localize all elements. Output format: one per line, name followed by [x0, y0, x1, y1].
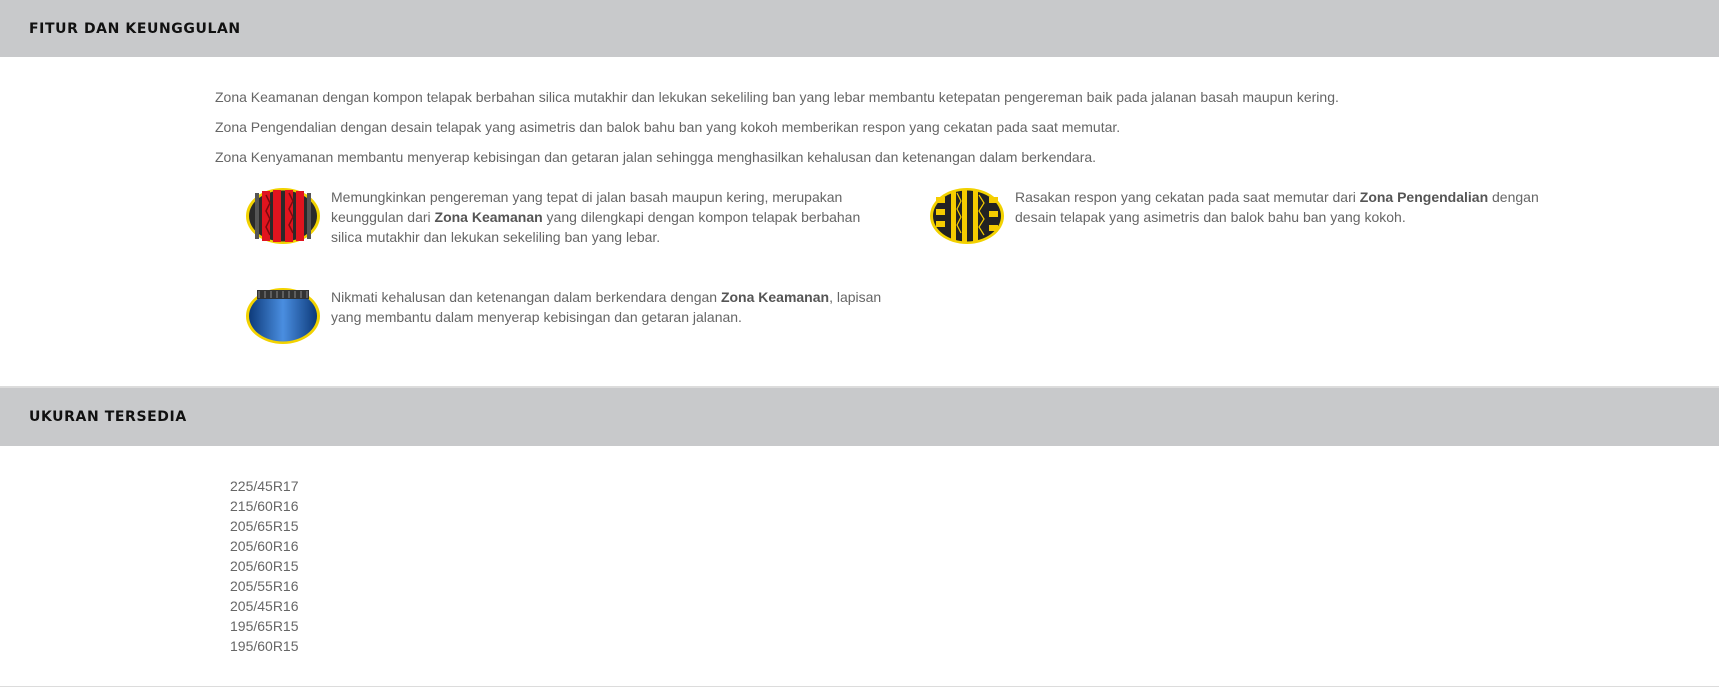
tire-size-item: 205/45R16 — [230, 598, 299, 614]
features-section-header — [0, 0, 1719, 57]
feature-handling-zone-name: Zona Pengendalian — [1359, 189, 1489, 205]
tire-size-item: 195/65R15 — [230, 618, 299, 634]
intro-handling-zone: Zona Pengendalian dengan desain telapak yang asimetris dan balok bahu ban yang kokoh memberikan respon yang cekatan pada saat memutar. — [215, 119, 1121, 135]
feature-comfort-text — [331, 287, 885, 327]
red-tire-tread-icon — [245, 187, 321, 245]
tire-size-item: 195/60R15 — [230, 638, 299, 654]
tire-size-item: 205/65R15 — [230, 518, 299, 534]
feature-safety-text-start: Memungkinkan pengereman yang tepat di jalan basah maupun kering, merupakan keunggulan dari — [331, 189, 843, 225]
tire-size-item: 215/60R16 — [230, 498, 299, 514]
features-section-title: FITUR DAN KEUNGGULAN — [29, 20, 241, 37]
feature-safety-text — [331, 187, 885, 247]
feature-comfort-text-start: Nikmati kehalusan dan ketenangan dalam berkendara dengan — [331, 289, 721, 305]
intro-comfort-zone: Zona Kenyamanan membantu menyerap kebisingan dan getaran jalan sehingga menghasilkan kehalusan dan ketenangan dalam berkendara. — [215, 149, 1097, 165]
yellow-tire-tread-icon — [929, 187, 1005, 245]
sizes-body — [0, 446, 1719, 687]
tire-size-item: 205/55R16 — [230, 578, 299, 594]
feature-handling-text-end: dengan desain telapak yang asimetris dan balok bahu ban yang kokoh. — [1015, 189, 1539, 225]
tire-size-item: 205/60R16 — [230, 538, 299, 554]
tire-size-item: 205/60R15 — [230, 558, 299, 574]
feature-safety — [245, 187, 885, 247]
intro-safety-zone: Zona Keamanan dengan kompon telapak berbahan silica mutakhir dan lekukan sekeliling ban yang lebar membantu ketepatan pengereman baik pada jalanan basah maupun kering. — [215, 89, 1339, 105]
feature-handling-text-start: Rasakan respon yang cekatan pada saat memutar dari — [1015, 189, 1360, 205]
feature-comfort-zone-name: Zona Keamanan — [720, 289, 830, 305]
tire-size-item: 225/45R17 — [230, 478, 299, 494]
blue-tire-tread-icon — [245, 287, 321, 345]
intro-paragraphs — [215, 89, 1515, 179]
feature-comfort-text-end: , lapisan yang membantu dalam menyerap kebisingan dan getaran jalanan. — [331, 289, 882, 325]
sizes-section-title: UKURAN TERSEDIA — [29, 409, 187, 425]
feature-comfort — [245, 287, 885, 345]
tire-size-list — [230, 476, 299, 656]
feature-safety-zone-name: Zona Keamanan — [434, 209, 543, 225]
feature-safety-text-end: yang dilengkapi dengan kompon telapak berbahan silica mutakhir dan lekukan sekeliling ban yang lebar. — [331, 209, 861, 245]
features-body — [0, 57, 1719, 386]
feature-handling — [929, 187, 1569, 245]
feature-handling-text — [1015, 187, 1569, 227]
sizes-section-header — [0, 386, 1719, 446]
